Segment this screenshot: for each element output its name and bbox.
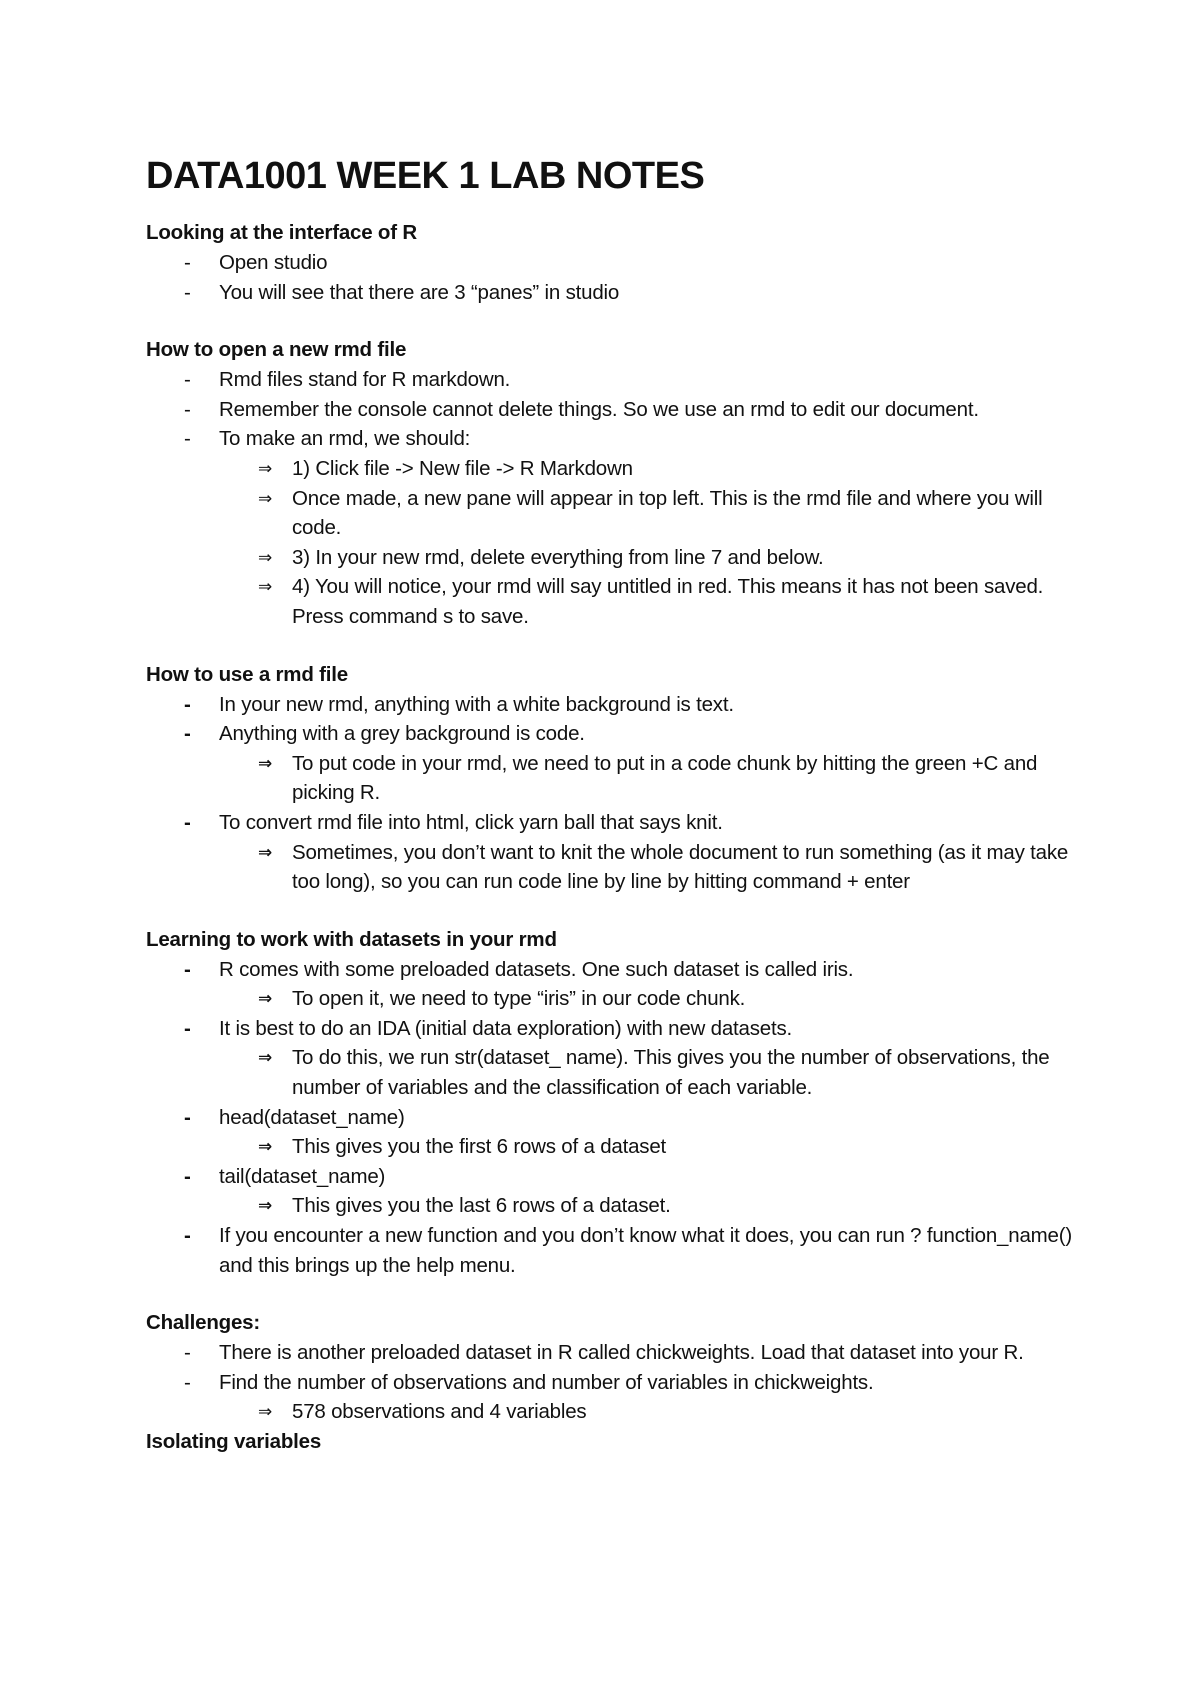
- dash-bullet: -: [184, 397, 191, 421]
- sub-item-text: 3) In your new rmd, delete everything from line 7 and below.: [292, 545, 824, 569]
- list-item: [146, 690, 1096, 720]
- list-item-text: Remember the console cannot delete things. So we use an rmd to edit our document.: [219, 397, 979, 421]
- dash-bullet: -: [184, 427, 191, 451]
- sub-item: [146, 543, 1096, 573]
- section-use-rmd: [146, 660, 1096, 897]
- sub-item: [146, 1191, 1096, 1221]
- list-item: [146, 1162, 1096, 1192]
- list-item: [146, 955, 1096, 985]
- list-item-text: Find the number of observations and number of variables in chickweights.: [219, 1370, 874, 1394]
- dash-bullet: -: [184, 251, 191, 274]
- list-item: [146, 395, 1096, 425]
- document-title: DATA1001 WEEK 1 LAB NOTES: [146, 155, 705, 197]
- arrow-icon: ⇒: [258, 577, 273, 597]
- sub-item: [146, 1397, 1096, 1427]
- list-item-text: Anything with a grey background is code.: [219, 722, 585, 746]
- list-item: [146, 1221, 1096, 1280]
- dash-bullet: -: [184, 368, 191, 392]
- arrow-icon: ⇒: [258, 842, 273, 862]
- section-heading: How to open a new rmd file: [146, 338, 407, 362]
- sub-item: [146, 838, 1096, 897]
- list-item-text: You will see that there are 3 “panes” in studio: [219, 280, 620, 304]
- dash-bullet: -: [184, 1224, 191, 1248]
- section-heading: Isolating variables: [146, 1430, 322, 1453]
- dash-bullet: -: [184, 280, 191, 304]
- dash-bullet: -: [184, 1016, 191, 1040]
- sub-item-text: To do this, we run str(dataset_ name). This gives you the number of observations, the number of variables and the classification of each variable.: [292, 1046, 1050, 1100]
- arrow-icon: ⇒: [258, 989, 273, 1009]
- list-item: [146, 1014, 1096, 1044]
- dash-bullet: -: [184, 1105, 191, 1129]
- list-item: [146, 1368, 1096, 1398]
- sub-item-text: To put code in your rmd, we need to put in a code chunk by hitting the green +C and picking R.: [292, 751, 1038, 805]
- list-item: [146, 248, 1096, 278]
- dash-bullet: -: [184, 1164, 191, 1188]
- sub-item: [146, 1043, 1096, 1102]
- list-item-text: In your new rmd, anything with a white background is text.: [219, 692, 734, 716]
- list-item: [146, 1103, 1096, 1133]
- list-item-text: If you encounter a new function and you don’t know what it does, you can run ? function_name() and this brings up the help menu.: [219, 1224, 1072, 1277]
- list-item: [146, 278, 1096, 308]
- dash-bullet: -: [184, 692, 191, 716]
- document-page: [146, 150, 1096, 1485]
- section-datasets: [146, 925, 1096, 1281]
- arrow-icon: ⇒: [258, 1137, 273, 1157]
- list-item: [146, 808, 1096, 838]
- list-item: [146, 719, 1096, 749]
- dash-bullet: -: [184, 722, 191, 746]
- section-open-rmd: [146, 335, 1096, 631]
- list-item-text: To convert rmd file into html, click yarn ball that says knit.: [219, 810, 723, 834]
- section-heading: Looking at the interface of R: [146, 221, 417, 244]
- sub-item-text: To open it, we need to type “iris” in our code chunk.: [292, 987, 746, 1011]
- section-challenges: [146, 1308, 1096, 1427]
- arrow-icon: ⇒: [258, 1196, 273, 1216]
- list-item-text: R comes with some preloaded datasets. One such dataset is called iris.: [219, 957, 854, 981]
- arrow-icon: ⇒: [258, 488, 273, 508]
- list-item-text: There is another preloaded dataset in R called chickweights. Load that dataset into your R.: [219, 1341, 1024, 1365]
- sub-item: [146, 572, 1096, 631]
- list-item: [146, 1338, 1096, 1368]
- arrow-icon: ⇒: [258, 547, 273, 567]
- sub-item-text: 4) You will notice, your rmd will say untitled in red. This means it has not been saved. Press command s to save.: [292, 575, 1044, 628]
- arrow-icon: ⇒: [258, 1402, 273, 1422]
- list-item-text: Open studio: [219, 251, 328, 274]
- arrow-icon: ⇒: [258, 753, 273, 773]
- list-item-text: It is best to do an IDA (initial data exploration) with new datasets.: [219, 1016, 793, 1040]
- arrow-icon: ⇒: [258, 458, 273, 478]
- sub-item-text: 1) Click file -> New file -> R Markdown: [292, 456, 633, 480]
- section-heading: Challenges:: [146, 1311, 260, 1335]
- list-item: [146, 365, 1096, 395]
- section-heading: How to use a rmd file: [146, 662, 348, 686]
- list-item: [146, 424, 1096, 454]
- sub-item-text: This gives you the first 6 rows of a dataset: [292, 1135, 667, 1159]
- sub-item-text: Once made, a new pane will appear in top left. This is the rmd file and where you will code.: [292, 486, 1043, 540]
- sub-item-text: This gives you the last 6 rows of a dataset.: [292, 1194, 671, 1218]
- dash-bullet: -: [184, 957, 191, 981]
- section-heading: Learning to work with datasets in your rmd: [146, 927, 557, 951]
- list-item-text: Rmd files stand for R markdown.: [219, 368, 511, 392]
- dash-bullet: -: [184, 1341, 191, 1365]
- dash-bullet: -: [184, 810, 191, 834]
- sub-item: [146, 454, 1096, 484]
- sub-item-text: 578 observations and 4 variables: [292, 1400, 587, 1424]
- list-item-text: tail(dataset_name): [219, 1164, 386, 1188]
- sub-item: [146, 749, 1096, 808]
- list-item-text: head(dataset_name): [219, 1105, 405, 1129]
- sub-item: [146, 984, 1096, 1014]
- list-item-text: To make an rmd, we should:: [219, 427, 471, 451]
- dash-bullet: -: [184, 1370, 191, 1394]
- sub-item-text: Sometimes, you don’t want to knit the whole document to run something (as it may take too long), so you can run code line by line by hitting command + enter: [292, 840, 1069, 894]
- sub-item: [146, 484, 1096, 543]
- sub-item: [146, 1132, 1096, 1162]
- arrow-icon: ⇒: [258, 1048, 273, 1068]
- section-interface: [146, 218, 1096, 307]
- section-isolating-variables: [146, 1427, 1096, 1457]
